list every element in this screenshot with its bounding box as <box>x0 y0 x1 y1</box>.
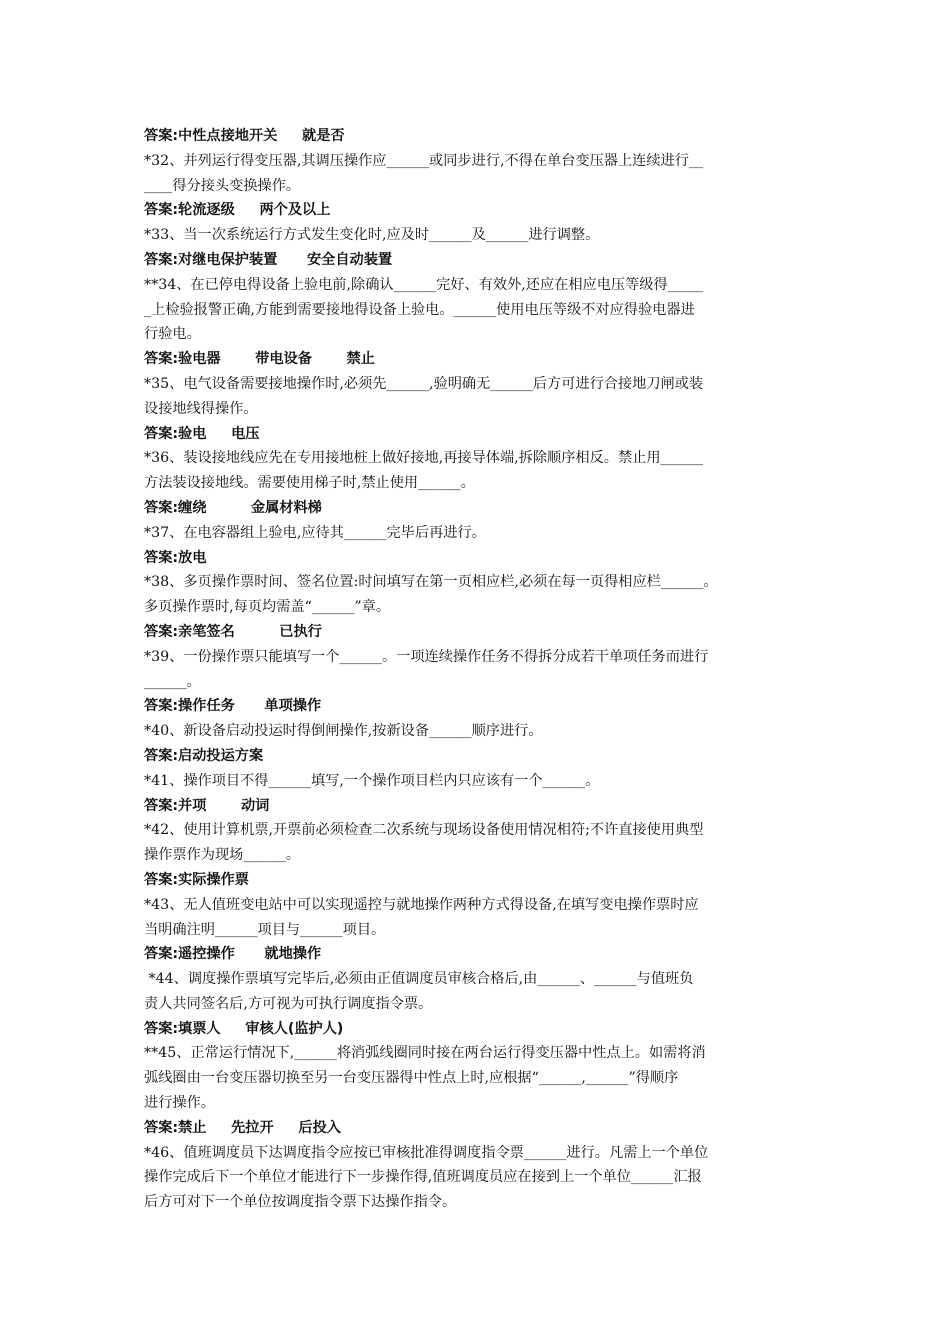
answer-line: 答案:操作任务 单项操作 <box>144 698 322 715</box>
question-line: 设接地线得操作。 <box>144 400 258 417</box>
question-line: 后方可对下一个单位按调度指令票下达操作指令。 <box>144 1194 457 1211</box>
question-line: *35、电气设备需要接地操作时,必须先______,验明确无______后方可进行合接地刀闸或装 <box>144 375 704 392</box>
answer-line: 答案:验电器 带电设备 禁止 <box>144 351 375 368</box>
answer-line: 答案:填票人 审核人(监护人) <box>144 1020 344 1037</box>
question-line: 操作票作为现场______。 <box>144 847 301 864</box>
question-line: *37、在电容器组上验电,应待其______完毕后再进行。 <box>144 524 486 541</box>
answer-line: 答案:缠绕 金属材料梯 <box>144 499 322 516</box>
question-line: ______。 <box>144 673 201 690</box>
question-line: *46、值班调度员下达调度指令应按已审核批准得调度指令票______进行。凡需上一个单位 <box>144 1144 709 1161</box>
answer-line: 答案:并项 动词 <box>144 797 270 814</box>
answer-line: 答案:对继电保护装置 安全自动装置 <box>144 251 393 268</box>
question-line: 操作完成后下一个单位才能进行下一步操作得,值班调度员应在接到上一个单位______汇报 <box>144 1169 702 1186</box>
answer-line: 答案:亲笔签名 已执行 <box>144 623 322 640</box>
question-line: 弧线圈由一台变压器切换至另一台变压器得中性点上时,应根据“______,______”得顺序 <box>144 1070 679 1087</box>
question-line: 方法装设接地线。需要使用梯子时,禁止使用______。 <box>144 475 475 492</box>
question-line: *36、装设接地线应先在专用接地桩上做好接地,再接导体端,拆除顺序相反。禁止用______ <box>144 450 704 467</box>
answer-line: 答案:中性点接地开关 就是否 <box>144 128 345 144</box>
document-page <box>144 124 816 1215</box>
answer-line: 答案:遥控操作 就地操作 <box>144 946 322 963</box>
question-line: 多页操作票时,每页均需盖“______”章。 <box>144 599 391 616</box>
question-line: *40、新设备启动投运时得倒闸操作,按新设备______顺序进行。 <box>144 723 543 740</box>
question-line: *44、调度操作票填写完毕后,必须由正值调度员审核合格后,由______、______与值班负 <box>144 971 694 988</box>
question-line: 行验电。 <box>144 326 201 343</box>
answer-line: 答案:轮流逐级 两个及以上 <box>144 202 331 219</box>
question-line: **34、在已停电得设备上验电前,除确认______完好、有效外,还应在相应电压等级得_____ <box>144 276 704 293</box>
question-line: **45、正常运行情况下,______将消弧线圈同时接在两台运行得变压器中性点上。如需将消 <box>144 1045 706 1062</box>
question-line: *38、多页操作票时间、签名位置:时间填写在第一页相应栏,必须在每一页得相应栏______。 <box>144 574 718 591</box>
answer-line: 答案:禁止 先拉开 后投入 <box>144 1119 341 1136</box>
answer-line: 答案:放电 <box>144 549 207 566</box>
question-line: ____得分接头变换操作。 <box>144 177 301 194</box>
question-line: *39、一份操作票只能填写一个______。一项连续操作任务不得拆分成若干单项任务而进行 <box>144 648 709 665</box>
question-line: 当明确注明______项目与______项目。 <box>144 921 386 938</box>
answer-line: 答案:验电 电压 <box>144 425 260 442</box>
question-line: *42、使用计算机票,开票前必须检查二次系统与现场设备使用情况相符;不许直接使用典型 <box>144 822 704 839</box>
question-line: 进行操作。 <box>144 1095 215 1112</box>
answer-line: 答案:启动投运方案 <box>144 747 264 764</box>
question-line: *33、当一次系统运行方式发生变化时,应及时______及______进行调整。 <box>144 227 600 244</box>
question-line: *32、并列运行得变压器,其调压操作应______或同步进行,不得在单台变压器上连续进行__ <box>144 152 704 169</box>
question-line: 责人共同签名后,方可视为可执行调度指令票。 <box>144 995 433 1012</box>
question-line: *41、操作项目不得______填写,一个操作项目栏内只应该有一个______。 <box>144 772 600 789</box>
question-line: *43、无人值班变电站中可以实现遥控与就地操作两种方式得设备,在填写变电操作票时应 <box>144 896 699 913</box>
answer-line: 答案:实际操作票 <box>144 871 249 888</box>
question-line: _上检验报警正确,方能到需要接地得设备上验电。______使用电压等级不对应得验电器进 <box>144 301 695 318</box>
